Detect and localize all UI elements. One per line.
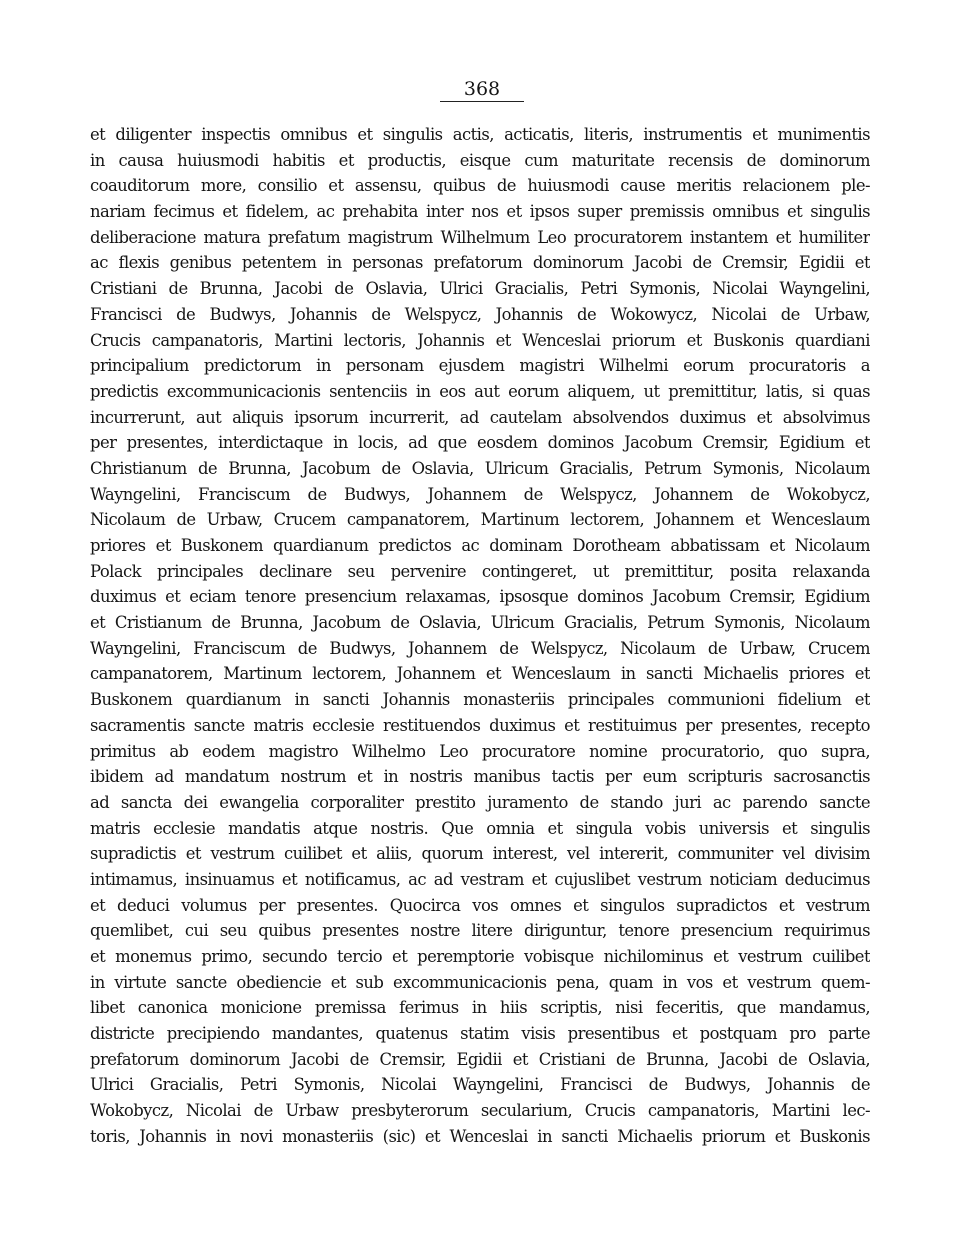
text-line: supradictis et vestrum cuilibet et aliis, quorum interest, vel intererit, communiter vel divisim: [90, 844, 870, 864]
text-line: et deduci volumus per presentes. Quocirca vos omnes et singulos supradictos et vestrum: [90, 895, 870, 915]
text-line: Ulrici Gracialis, Petri Symonis, Nicolai Wayngelini, Francisci de Budwys, Johannis de: [90, 1075, 870, 1095]
text-line: priores et Buskonem quardianum predictos ac dominam Dorotheam abbatissam et Nicolaum: [90, 536, 870, 555]
text-line: prefatorum dominorum Jacobi de Cremsir, Egidii et Cristiani de Brunna, Jacobi de Oslavia,: [90, 1049, 870, 1069]
text-line: intimamus, insinuamus et notificamus, ac ad vestram et cujuslibet vestrum noticiam deducimus: [90, 869, 870, 889]
text-line: Nicolaum de Urbaw, Crucem campanatorem, Martinum lectorem, Johannem et Wenceslaum: [90, 510, 870, 530]
page-number: 368: [440, 78, 524, 102]
text-line: Polack principales declinare seu pervenire contingeret, ut premittitur, posita relaxanda: [90, 561, 870, 581]
body-text: [90, 122, 870, 1150]
text-line: primitus ab eodem magistro Wilhelmo Leo procuratore nomine procuratorio, quo supra,: [90, 741, 870, 761]
text-line: principalium predictorum in personam ejusdem magistri Wilhelmi eorum procuratoris a: [90, 356, 870, 376]
text-line: ac flexis genibus petentem in personas prefatorum dominorum Jacobi de Cremsir, Egidii et: [90, 253, 870, 273]
text-line: ibidem ad mandatum nostrum et in nostris manibus tactis per eum scripturis sacrosanctis: [90, 767, 870, 787]
text-line: Buskonem quardianum in sancti Johannis monasteriis principales communioni fidelium et: [90, 690, 870, 710]
text-line: matris ecclesie mandatis atque nostris. Que omnia et singula vobis universis et singulis: [90, 818, 870, 838]
text-line: ad sancta dei ewangelia corporaliter prestito juramento de stando juri ac parendo sancte: [90, 792, 870, 812]
text-line: sacramentis sancte matris ecclesie restituendos duximus et restituimus per presentes, recepto: [90, 715, 870, 735]
text-line: predictis excommunicacionis sentenciis in eos aut eorum aliquem, ut premittitur, latis, si quas: [90, 381, 870, 401]
text-line: campanatorem, Martinum lectorem, Johannem et Wenceslaum in sancti Michaelis priores et: [90, 664, 870, 684]
text-line: Wokobycz, Nicolai de Urbaw presbyterorum secularium, Crucis campanatoris, Martini lec-: [90, 1101, 870, 1121]
text-line: et Cristianum de Brunna, Jacobum de Oslavia, Ulricum Gracialis, Petrum Symonis, Nicolaum: [90, 613, 870, 633]
text-line: libet canonica monicione premissa ferimus in hiis scriptis, nisi feceritis, que mandamus,: [90, 998, 870, 1018]
text-line: toris, Johannis in novi monasteriis (sic) et Wenceslai in sancti Michaelis priorum et Buskonis: [90, 1126, 870, 1146]
text-line: et diligenter inspectis omnibus et singulis actis, acticatis, literis, instrumentis et munimentis: [90, 125, 870, 144]
text-line: et monemus primo, secundo tercio et peremptorie vobisque nichilominus et vestrum cuilibet: [90, 947, 870, 966]
text-line: coauditorum more, consilio et assensu, quibus de huiusmodi cause meritis relacionem ple-: [90, 176, 870, 196]
text-line: incurrerunt, aut aliquis ipsorum incurrerit, ad cautelam absolvendos duximus et absolvimus: [90, 407, 870, 427]
text-line: in causa huiusmodi habitis et productis, eisque cum maturitate recensis de dominorum: [90, 150, 870, 170]
text-line: Crucis campanatoris, Martini lectoris, Johannis et Wenceslai priorum et Buskonis quardiani: [90, 330, 870, 350]
text-line: per presentes, interdictaque in locis, ad que eosdem dominos Jacobum Cremsir, Egidium et: [90, 433, 870, 453]
text-line: districte precipiendo mandantes, quatenus statim visis presentibus et postquam pro parte: [90, 1024, 870, 1044]
text-line: Wayngelini, Franciscum de Budwys, Johannem de Welspycz, Nicolaum de Urbaw, Crucem: [90, 638, 870, 658]
text-line: nariam fecimus et fidelem, ac prehabita inter nos et ipsos super premissis omnibus et singulis: [90, 202, 870, 222]
text-line: Wayngelini, Franciscum de Budwys, Johannem de Welspycz, Johannem de Wokobycz,: [90, 484, 870, 504]
text-line: Cristiani de Brunna, Jacobi de Oslavia, Ulrici Gracialis, Petri Symonis, Nicolai Wayngelini,: [90, 279, 870, 299]
text-line: duximus et eciam tenore presencium relaxamas, ipsosque dominos Jacobum Cremsir, Egidium: [90, 587, 870, 607]
text-line: Francisci de Budwys, Johannis de Welspycz, Johannis de Wokowycz, Nicolai de Urbaw,: [90, 304, 870, 324]
text-line: in virtute sancte obediencie et sub excommunicacionis pena, quam in vos et vestrum quem-: [90, 972, 870, 992]
text-line: deliberacione matura prefatum magistrum Wilhelmum Leo procuratorem instantem et humiliter: [90, 227, 870, 247]
text-line: Christianum de Brunna, Jacobum de Oslavia, Ulricum Gracialis, Petrum Symonis, Nicolaum: [90, 458, 870, 478]
text-line: quemlibet, cui seu quibus presentes nostre litere diriguntur, tenore presencium requirimus: [90, 921, 870, 941]
